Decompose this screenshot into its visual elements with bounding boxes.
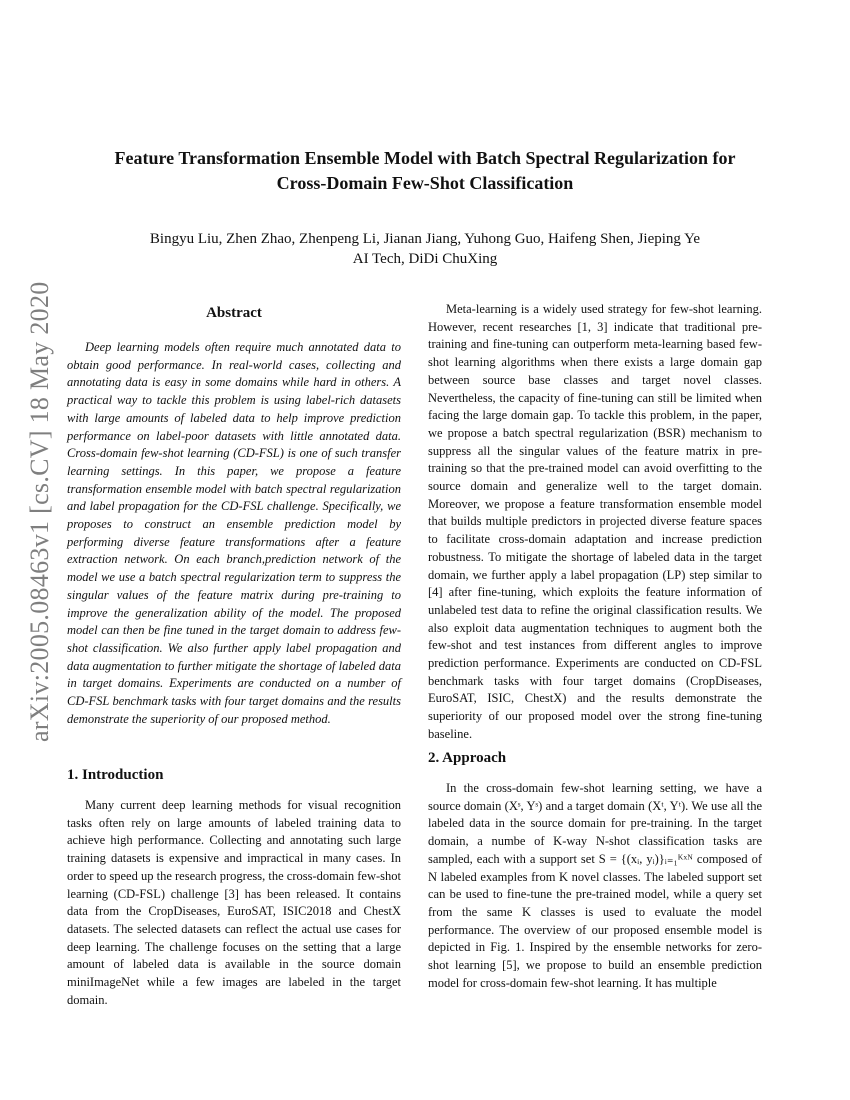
abstract-text: Deep learning models often require much annotated data to obtain good performance. In real-world cases, collecting and annotating data is easy in some domains while hard in others. A practical way to tackle this problem is using label-rich datasets with large amounts of labeled data to help improve prediction performance on label-poor datasets with little annotated data. Cross-domain few-shot learning (CD-FSL) is one of such transfer learning settings. In this paper, we propose a feature transformation ensemble model with batch spectral regularization and label propagation for the CD-FSL challenge. Specifically, we proposes to construct an ensemble prediction model by performing diverse feature transformations after a feature extraction network. On each branch,prediction network of the model we use a batch spectral regularization term to suppress the singular values of the feature matrix during pre-training to improve the generalization ability of the model. The proposed model can then be fine tuned in the target domain to address few-shot classification. We also further apply label propagation and data augmentation to further mitigate the shortage of labeled data in target domains. Experiments are conducted on a number of CD-FSL benchmark tasks with four target domains and the results demonstrate the superiority of our proposed method.	[67, 340, 401, 726]
meta-learning-paragraph: Meta-learning is a widely used strategy for few-shot learning. However, recent researches [1, 3] indicate that traditional pre-training and fine-tuning can outperform meta-learning based few-shot learning algorithms when there exists a large domain gap between source base classes and target novel classes. Nevertheless, the capacity of fine-tuning can still be limited when facing the large domain gap. To tackle this problem, in the paper, we propose a batch spectral regularization (BSR) mechanism to suppress all the singular values of the feature matrix in pre-training so that the pre-trained model can avoid overfitting to the source domain and generalize well to the target domain. Moreover, we propose a feature transformation ensemble model that builds multiple predictors in projected diverse feature spaces to facilitate cross-domain adaptation and increase prediction robustness. To mitigate the shortage of labeled data in the target domain, we further apply a label propagation (LP) step similar to [4] after fine-tuning, which exploits the feature information of unlabeled test data to refine the original classification results. We also exploit data augmentation techniques to augment both the few-shot and test instances from different angles to improve prediction performance. Experiments are conducted on CD-FSL benchmark tasks with four target domains (CropDiseases, EuroSAT, ISIC, ChestX) and the results demonstrate the superiority of our proposed model over the strong fine-tuning baseline.	[428, 302, 762, 741]
approach-text: In the cross-domain few-shot learning setting, we have a source domain (Xˢ, Yˢ) and a target domain (Xᵗ, Yᵗ). We use all the labeled data in the source domain for pre-training. In the target domain, a numbe of K-way N-shot classification tasks are sampled, each with a support set S = {(xᵢ, yᵢ)}ᵢ₌₁ᴷˣᴺ composed of N labeled examples from K novel classes. The labeled support set can be used to fine-tune the pre-trained model, while a query set from the same K classes is used to evaluate the model performance. The overview of our proposed ensemble model is depicted in Fig. 1. Inspired by the ensemble networks for zero-shot learning [5], we propose to build an ensemble prediction model for cross-domain few-shot learning. It has multiple	[428, 781, 762, 990]
introduction-text: Many current deep learning methods for visual recognition tasks often rely on large amounts of labeled training data to achieve high performance. Collecting and annotating such large training datasets is expensive and impractical in many cases. In order to speed up the research progress, the cross-domain few-shot learning (CD-FSL) challenge [3] has been released. It contains data from the CropDiseases, EuroSAT, ISIC2018 and ChestX datasets. The selected datasets can reflect the actual use cases for deep learning. The challenge focuses on the setting that a large amount of labeled data is available in the source domain miniImageNet while a few images are labeled in the target domain.	[67, 798, 401, 1007]
right-column	[428, 301, 762, 744]
abstract-heading: Abstract	[206, 305, 262, 321]
arxiv-side-label: arXiv:2005.08463v1 [cs.CV] 18 May 2020	[25, 281, 54, 742]
introduction-heading: 1. Introduction	[67, 767, 164, 783]
approach-heading: 2. Approach	[428, 750, 507, 766]
paper-title	[40, 146, 810, 196]
introduction-section	[67, 766, 401, 1009]
title-line-1: Feature Transformation Ensemble Model with Batch Spectral Regularization for	[114, 148, 736, 168]
left-column	[67, 304, 401, 728]
author-block	[40, 229, 810, 269]
title-line-2: Cross-Domain Few-Shot Classification	[276, 173, 574, 193]
author-list: Bingyu Liu, Zhen Zhao, Zhenpeng Li, Jianan Jiang, Yuhong Guo, Haifeng Shen, Jieping Ye	[149, 231, 701, 247]
affiliation: AI Tech, DiDi ChuXing	[352, 251, 498, 267]
approach-section	[428, 749, 762, 992]
